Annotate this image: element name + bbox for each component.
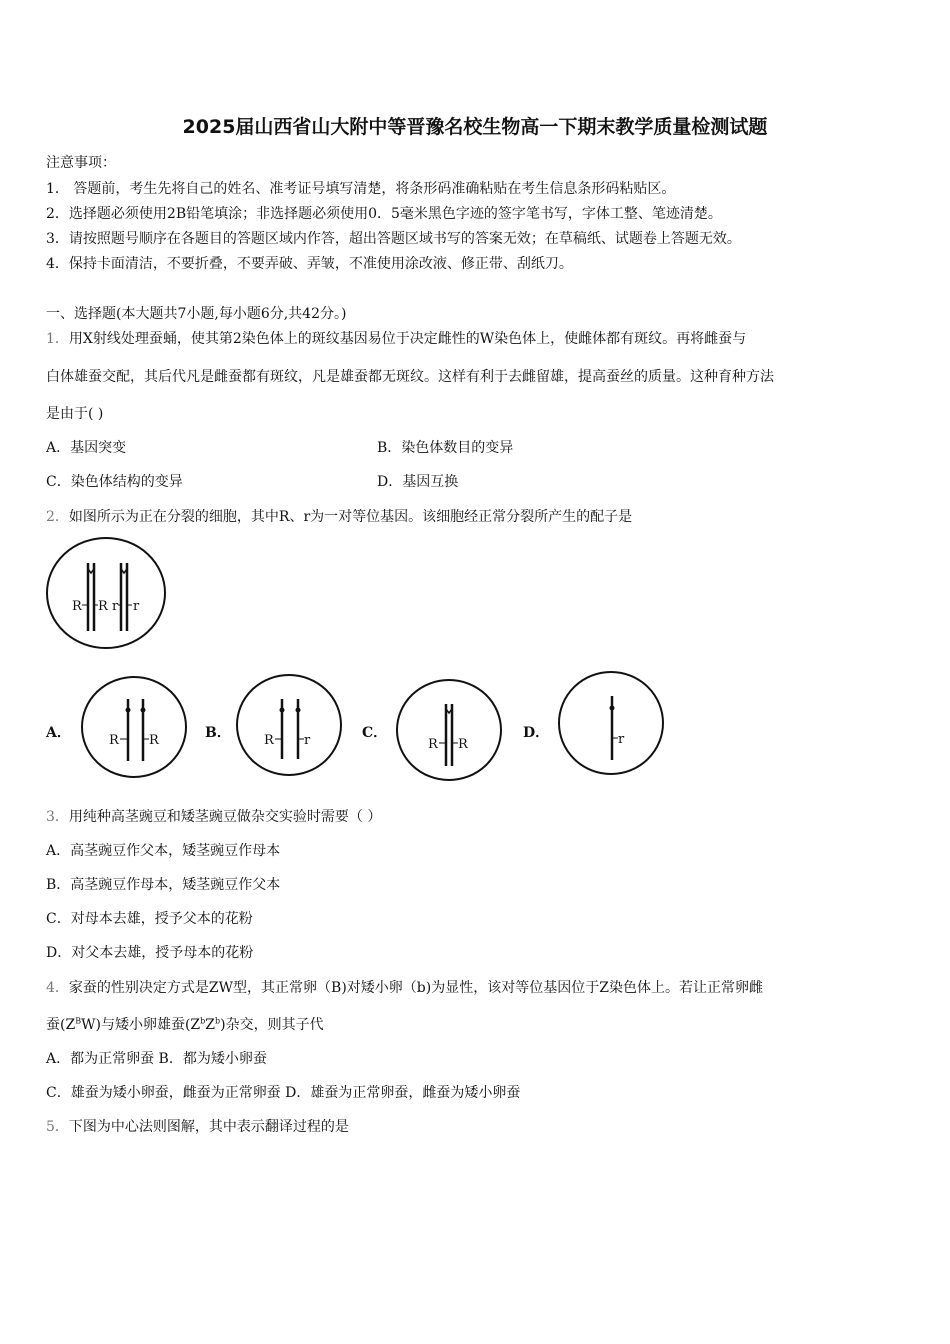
gene-label-R: R [109, 733, 119, 748]
q3-option-d: D．对父本去雄，授予母本的花粉 [46, 945, 254, 961]
gene-label-R: R [149, 733, 159, 748]
question-1-line-2: 白体雄蚕交配，其后代凡是雌蚕都有斑纹，凡是雄蚕都无斑纹。这样有利于去雌留雄，提高蚕丝的质量。这种育种方法 [46, 369, 774, 385]
q2-option-d-cell [556, 668, 668, 780]
q4-options-cd: C．雄蚕为矮小卵蚕，雌蚕为正常卵蚕 D．雄蚕为正常卵蚕，雌蚕为矮小卵蚕 [46, 1085, 521, 1101]
question-number: 4． [46, 980, 69, 996]
q1-option-d: D．基因互换 [377, 474, 459, 490]
gene-label-r: r [618, 732, 625, 747]
q2-option-b-cell [234, 671, 344, 781]
dividing-cell-figure [44, 535, 168, 651]
q4-options-ab: A．都为正常卵蚕 B．都为矮小卵蚕 [46, 1051, 267, 1067]
question-1 [46, 328, 746, 348]
question-number: 3． [46, 809, 69, 825]
question-number: 1． [46, 331, 69, 347]
text-fragment: W)与矮小卵雄蚕(Z [81, 1017, 201, 1033]
q1-option-c: C．染色体结构的变异 [46, 474, 183, 490]
notice-item-4: 4．保持卡面清洁，不要折叠，不要弄破、弄皱，不准使用涂改液、修正带、刮纸刀。 [46, 256, 573, 272]
superscript: b [215, 1016, 221, 1026]
q1-option-a: A．基因突变 [46, 440, 127, 456]
notice-item-1: 1． 答题前，考生先将自己的姓名、准考证号填写清楚，将条形码准确粘贴在考生信息条形码粘贴区。 [46, 181, 676, 197]
q2-option-c-label: C． [362, 725, 388, 741]
page-title: 2025届山西省山大附中等晋豫名校生物高一下期末教学质量检测试题 [182, 116, 768, 138]
question-3 [46, 806, 381, 826]
question-text: 用X射线处理蚕蛹，使其第2染色体上的斑纹基因易位于决定雌性的W染色体上，使雌体都有斑纹。再将雌蚕与 [68, 331, 747, 347]
question-text: 家蚕的性别决定方式是ZW型，其正常卵（B)对矮小卵（b)为显性，该对等位基因位于Z染色体上。若让正常卵雌 [68, 980, 763, 996]
question-4-line-2 [46, 1014, 324, 1034]
question-text: 下图为中心法则图解，其中表示翻译过程的是 [68, 1119, 349, 1135]
q2-option-a-label: A． [46, 725, 71, 741]
q2-option-d-label: D． [523, 725, 550, 741]
notice-item-2: 2．选择题必须使用2B铅笔填涂；非选择题必须使用0．5毫米黑色字迹的签字笔书写，字体工整、笔迹清楚。 [46, 206, 722, 222]
q3-option-a: A．高茎豌豆作父本，矮茎豌豆作母本 [46, 843, 281, 859]
q2-option-a-cell [79, 673, 191, 783]
superscript: B [75, 1016, 82, 1026]
question-text: 用纯种高茎豌豆和矮茎豌豆做杂交实验时需要（ ） [68, 809, 382, 825]
question-5 [46, 1116, 349, 1136]
q3-option-b: B．高茎豌豆作母本，矮茎豌豆作父本 [46, 877, 281, 893]
superscript: b [200, 1016, 206, 1026]
notice-heading: 注意事项： [46, 155, 116, 171]
q3-option-c: C．对母本去雄，授予父本的花粉 [46, 911, 253, 927]
text-fragment: Z [205, 1017, 215, 1033]
question-number: 5． [46, 1119, 69, 1135]
question-4 [46, 977, 763, 997]
gene-label-R: R [98, 599, 108, 614]
question-1-line-3: 是由于( ) [46, 406, 104, 422]
gene-label-r: r [112, 599, 119, 614]
gene-label-r: r [304, 733, 311, 748]
q1-option-b: B．染色体数目的变异 [377, 440, 514, 456]
text-fragment: 蚕(Z [46, 1017, 76, 1033]
section-heading: 一、选择题(本大题共7小题,每小题6分,共42分。) [46, 306, 347, 322]
gene-label-R: R [72, 599, 82, 614]
question-text: 如图所示为正在分裂的细胞，其中R、r为一对等位基因。该细胞经正常分裂所产生的配子是 [68, 509, 633, 525]
q2-option-c-cell [394, 676, 506, 786]
gene-label-R: R [264, 733, 274, 748]
gene-label-R: R [428, 737, 438, 752]
question-number: 2． [46, 509, 69, 525]
gene-label-r: r [133, 599, 140, 614]
gene-label-R: R [458, 737, 468, 752]
notice-item-3: 3．请按照题号顺序在各题目的答题区域内作答，超出答题区域书写的答案无效；在草稿纸、试题卷上答题无效。 [46, 231, 741, 247]
q2-option-b-label: B． [205, 725, 231, 741]
text-fragment: )杂交，则其子代 [220, 1017, 324, 1033]
question-2 [46, 506, 632, 526]
